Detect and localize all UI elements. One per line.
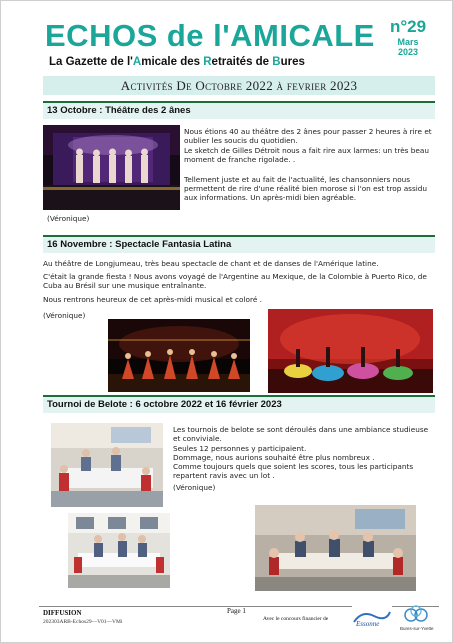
section-title-fantasia: 16 Novembre : Spectacle Fantasia Latina: [43, 237, 435, 253]
fantasia-paragraph-2: C'était la grande fiesta ! Nous avons voyagé de l'Argentine au Mexique, de la Colombie à Puerto Rico, de Cuba au Brésil sur une musique entraînante.: [43, 272, 427, 291]
belote-paragraph-1: Les tournois de belote se sont déroulés dans une ambiance studieuse et conviviale.: [173, 425, 429, 444]
belote-paragraph-2: Seules 12 personnes y participaient.: [173, 444, 307, 453]
page-number: Page 1: [227, 607, 246, 615]
belote-signature: (Véronique): [173, 483, 216, 492]
sponsor-text: Avec le concours financier de: [263, 616, 329, 622]
belote-photo-1: [51, 423, 163, 507]
svg-text:Essonne: Essonne: [356, 620, 380, 628]
theatre-signature: (Véronique): [47, 214, 90, 223]
fantasia-signature: (Véronique): [43, 311, 86, 320]
belote-paragraph-3: Dommage, nous aurions souhaité être plus nombreux .: [173, 453, 375, 462]
newsletter-subtitle: La Gazette de l'Amicale des Retraités de Bures: [49, 56, 305, 68]
newsletter-title: ECHOS de l'AMICALE: [45, 18, 375, 53]
svg-text:Bures-sur-Yvette: Bures-sur-Yvette: [400, 626, 434, 631]
fantasia-paragraph-3: Nous rentrons heureux de cet après-midi musical et coloré .: [43, 295, 262, 304]
section-title-belote: Tournoi de Belote : 6 octobre 2022 et 16 février 2023: [43, 397, 435, 413]
issue-month: Mars: [397, 37, 419, 47]
theatre-paragraph-1: Nous étions 40 au théâtre des 2 ânes pour passer 2 heures à rire et oublier les soucis du quotidien.: [184, 127, 432, 146]
belote-paragraph-4: Comme toujours quels que soient les scores, tous les participants repartent ravis avec un lot .: [173, 462, 414, 481]
theatre-paragraph-2: Le sketch de Gilles Détroit nous a fait rire aux larmes: un très beau moment de franche rigolade. .: [184, 146, 430, 165]
essonne-logo: [352, 606, 392, 630]
footer-reference: 202303ARB-Echos29—V01—VMi: [43, 619, 123, 625]
belote-photo-3: [255, 505, 416, 591]
fantasia-dancers-photo-2: [268, 309, 433, 393]
issue-badge: [388, 17, 428, 57]
fantasia-dancers-photo-1: [108, 319, 250, 392]
footer-diffusion: DIFFUSION: [43, 609, 82, 617]
bures-logo: [399, 605, 437, 633]
activities-banner: Activités De Octobre 2022 à fevrier 2023: [43, 76, 435, 95]
belote-photo-2: [68, 513, 170, 588]
theatre-paragraph-3: Tellement juste et au fait de l'actualité, les chansonniers nous permettent de rire d'une réalité bien morose si l'on est trop assidu aux informations. Un après-midi bien agréable.: [184, 175, 428, 203]
issue-year: 2023: [397, 47, 419, 57]
issue-number: n°29: [389, 17, 427, 36]
section-title-theatre: 13 Octobre : Théâtre des 2 ânes: [43, 103, 435, 119]
fantasia-paragraph-1: Au théâtre de Longjumeau, très beau spectacle de chant et de danses de l'Amérique latine.: [43, 259, 379, 268]
theatre-stage-photo: [43, 125, 180, 210]
masthead: [45, 18, 405, 68]
